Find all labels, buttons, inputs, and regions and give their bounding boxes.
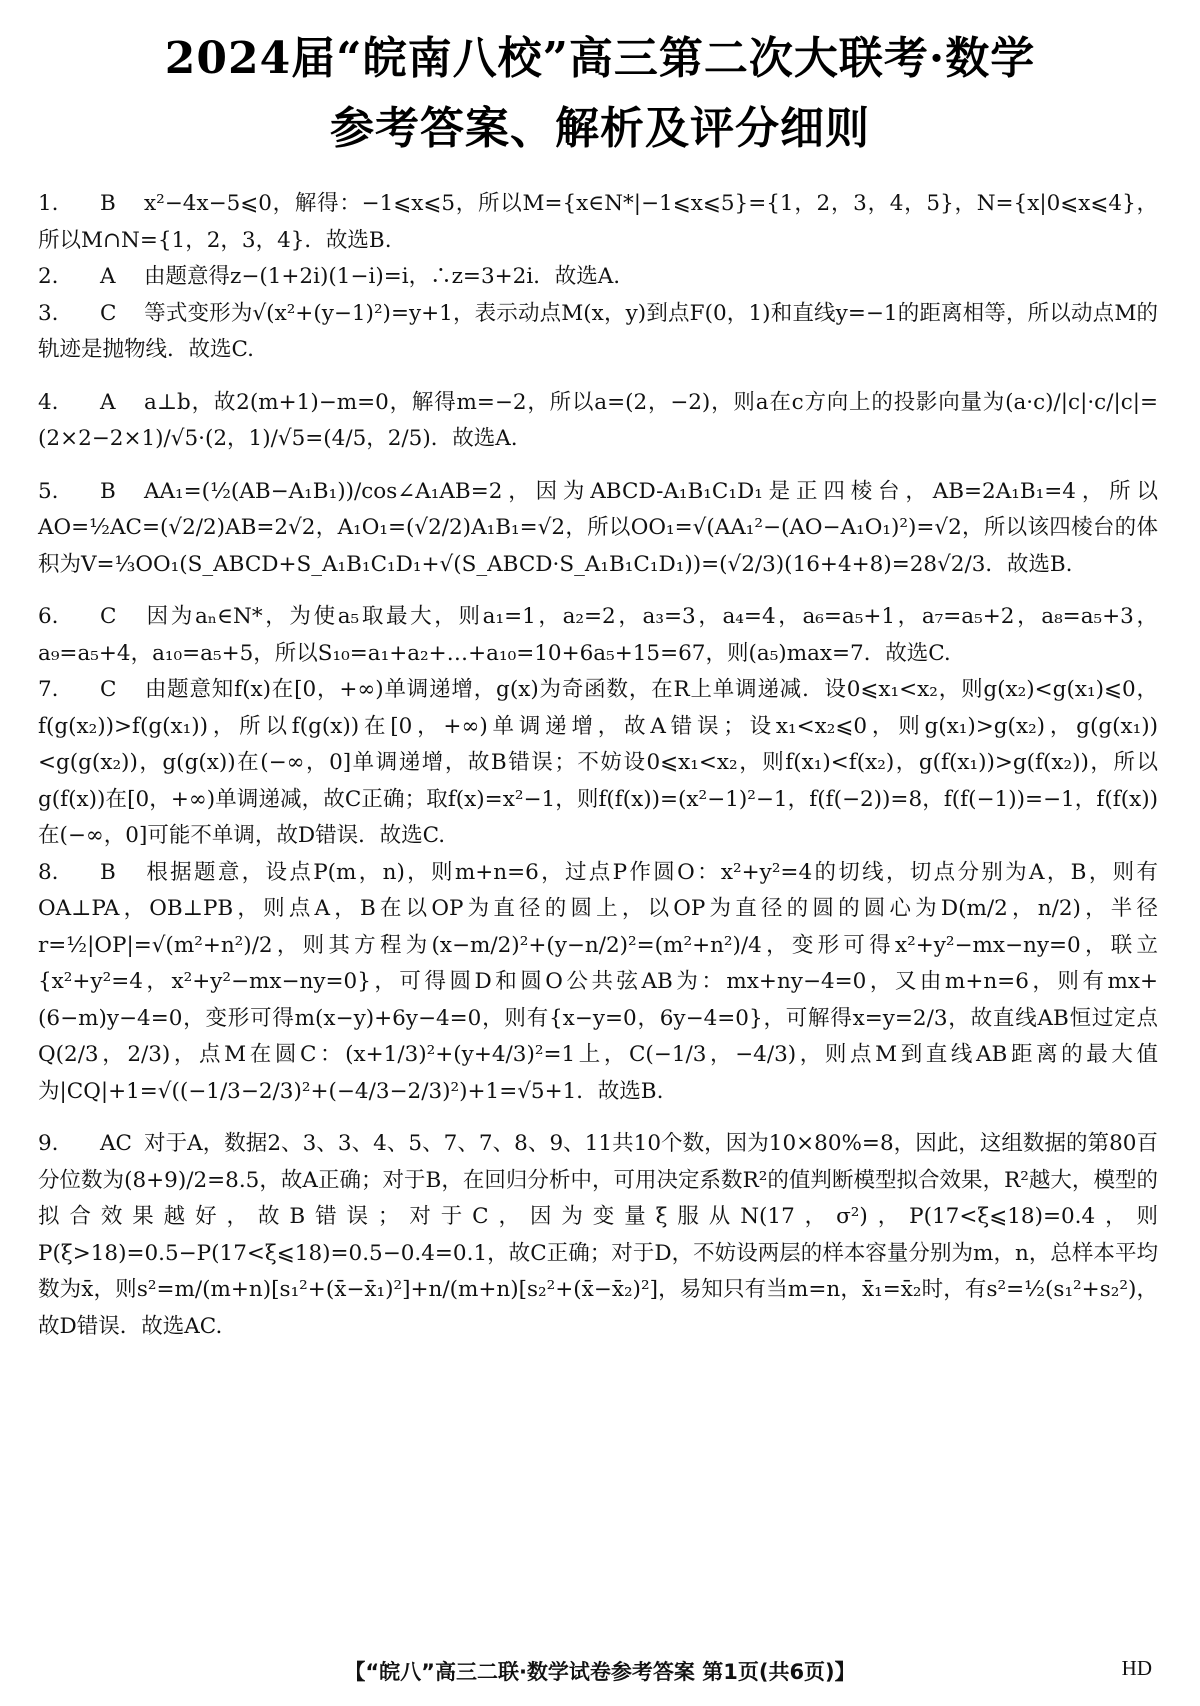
answer-choice: AC — [100, 1131, 132, 1156]
question-3 — [38, 296, 1158, 369]
question-number: 8. — [38, 859, 59, 885]
question-1 — [38, 186, 1158, 259]
question-8 — [38, 855, 1158, 1111]
answer-list — [38, 186, 1158, 1345]
solution-text: 因为aₙ∈N*，为使a₅取最大，则a₁=1，a₂=2，a₃=3，a₄=4，a₆=a₅+1，a₇=a₅+2，a₈=a₅+3，a₉=a₅+4，a₁₀=a₅+5，所以S₁₀=a₁+a₂+…+a₁₀=10+6a₅+15=67，则(a₅)max=7．故选C. — [38, 604, 1158, 666]
question-number: 4. — [38, 389, 59, 415]
answer-choice: B — [100, 478, 116, 504]
question-4 — [38, 385, 1158, 458]
solution-text: x²−4x−5⩽0，解得：−1⩽x⩽5，所以M={x∈N*|−1⩽x⩽5}={1，2，3，4，5}，N={x|0⩽x⩽4}，所以M∩N={1，2，3，4}．故选B. — [38, 191, 1158, 253]
solution-text: 根据题意，设点P(m，n)，则m+n=6，过点P作圆O：x²+y²=4的切线，切点分别为A，B，则有OA⊥PA，OB⊥PB，则点A，B在以OP为直径的圆上，以OP为直径的圆的圆心为D(m/2，n/2)，半径r=½|OP|=√(m²+n²)/2，则其方程为(x−m/2)²+(y−n/2)²=(m²+n²)/4，变形可得x²+y²−mx−ny=0，联立{x²+y²=4，x²+y²−mx−ny=0}，可得圆D和圆O公共弦AB为：mx+ny−4=0，又由m+n=6，则有mx+(6−m)y−4=0，变形可得m(x−y)+6y−4=0，则有{x−y=0，6y−4=0}，可解得x=y=2/3，故直线AB恒过定点Q(2/3，2/3)，点M在圆C：(x+1/3)²+(y+4/3)²=1上，C(−1/3，−4/3)，则点M到直线AB距离的最大值为|CQ|+1=√((−1/3−2/3)²+(−4/3−2/3)²)+1=√5+1．故选B. — [38, 859, 1158, 1104]
document-title: 2024届“皖南八校”高三第二次大联考·数学 — [164, 33, 1036, 84]
question-number: 5. — [38, 478, 59, 504]
question-number: 9. — [38, 1131, 59, 1156]
answer-choice: A — [100, 389, 116, 415]
question-7 — [38, 672, 1158, 855]
solution-text: 等式变形为√(x²+(y−1)²)=y+1，表示动点M(x，y)到点F(0，1)和直线y=−1的距离相等，所以动点M的轨迹是抛物线．故选C. — [38, 300, 1158, 362]
answer-choice: C — [100, 604, 117, 629]
question-number: 2. — [38, 264, 59, 289]
question-5 — [38, 474, 1158, 584]
answer-choice: A — [100, 264, 116, 289]
solution-text: 由题意得z−(1+2i)(1−i)=i，∴z=3+2i．故选A. — [144, 264, 621, 289]
answer-choice: C — [100, 677, 117, 702]
footer-code: HD — [1121, 1656, 1152, 1680]
question-number: 1. — [38, 191, 59, 216]
answer-choice: C — [100, 300, 117, 326]
page-footer: 【“皖八”高三二联·数学试卷参考答案 第1页(共6页)】 — [344, 1660, 856, 1684]
question-number: 7. — [38, 677, 59, 702]
question-number: 3. — [38, 300, 59, 326]
solution-text: a⊥b，故2(m+1)−m=0，解得m=−2，所以a=(2，−2)，则a在c方向上的投影向量为(a·c)/|c|·c/|c|=(2×2−2×1)/√5·(2，1)/√5=(4/5，2/5)．故选A. — [38, 389, 1158, 451]
answer-choice: B — [100, 191, 116, 216]
solution-text: AA₁=(½(AB−A₁B₁))/cos∠A₁AB=2，因为ABCD-A₁B₁C₁D₁是正四棱台，AB=2A₁B₁=4，所以AO=½AC=(√2/2)AB=2√2，A₁O₁=(√2/2)A₁B₁=√2，所以OO₁=√(AA₁²−(AO−A₁O₁)²)=√2，所以该四棱台的体积为V=⅓OO₁(S_ABCD+S_A₁B₁C₁D₁+√(S_ABCD·S_A₁B₁C₁D₁))=(√2/3)(16+4+8)=28√2/3．故选B. — [38, 478, 1158, 577]
question-9 — [38, 1126, 1158, 1345]
question-number: 6. — [38, 604, 59, 629]
solution-text: 由题意知f(x)在[0，+∞)单调递增，g(x)为奇函数，在R上单调递减．设0⩽x₁<x₂，则g(x₂)<g(x₁)⩽0，f(g(x₂))>f(g(x₁))，所以f(g(x))在[0，+∞)单调递增，故A错误；设x₁<x₂⩽0，则g(x₁)>g(x₂)，g(g(x₁))<g(g(x₂))，g(g(x))在(−∞，0]单调递增，故B错误；不妨设0⩽x₁<x₂，则f(x₁)<f(x₂)，g(f(x₁))>g(f(x₂))，所以g(f(x))在[0，+∞)单调递减，故C正确；取f(x)=x²−1，则f(f(x))=(x²−1)²−1，f(f(−2))=8，f(f(−1))=−1，f(f(x))在(−∞，0]可能不单调，故D错误．故选C. — [38, 677, 1158, 848]
solution-text: 对于A，数据2、3、3、4、5、7、7、8、9、11共10个数，因为10×80%=8，因此，这组数据的第80百分位数为(8+9)/2=8.5，故A正确；对于B，在回归分析中，可用决定系数R²的值判断模型拟合效果，R²越大，模型的拟合效果越好，故B错误；对于C，因为变量ξ服从N(17，σ²)，P(17<ξ⩽18)=0.4，则P(ξ>18)=0.5−P(17<ξ⩽18)=0.5−0.4=0.1，故C正确；对于D，不妨设两层的样本容量分别为m，n，总样本平均数为x̄，则s²=m/(m+n)[s₁²+(x̄−x̄₁)²]+n/(m+n)[s₂²+(x̄−x̄₂)²]，易知只有当m=n，x̄₁=x̄₂时，有s²=½(s₁²+s₂²)，故D错误．故选AC. — [38, 1131, 1158, 1339]
question-2 — [38, 259, 1158, 296]
question-6 — [38, 599, 1158, 672]
answer-choice: B — [100, 859, 116, 885]
document-subtitle: 参考答案、解析及评分细则 — [330, 103, 870, 154]
